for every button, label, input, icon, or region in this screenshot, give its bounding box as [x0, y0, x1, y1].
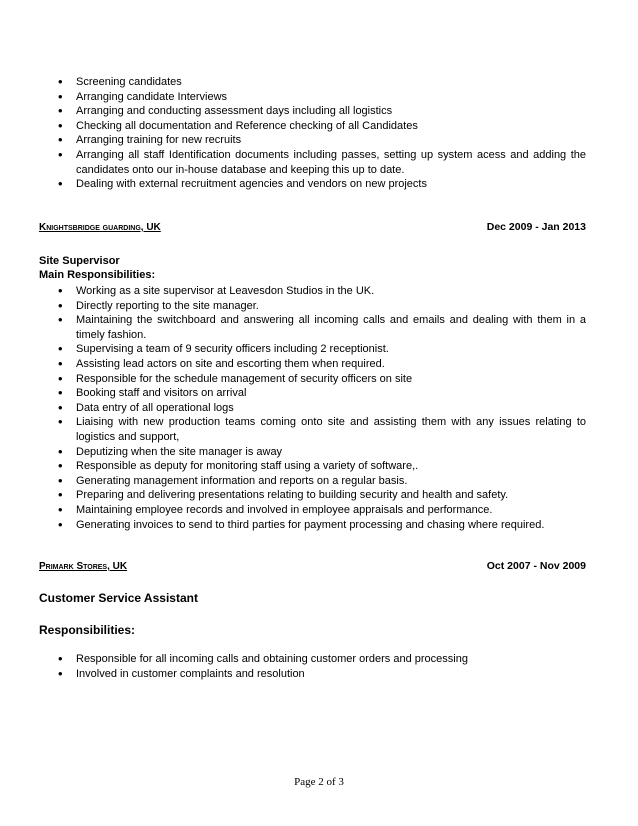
employment-dates: Dec 2009 - Jan 2013 [486, 221, 586, 233]
list-item: • Liaising with new production teams coming onto site and assisting them with any issues relating to logistics and support, [58, 415, 586, 444]
job-title: Customer Service Assistant [39, 591, 198, 605]
list-item: • Booking staff and visitors on arrival [58, 386, 586, 401]
list-item: • Involved in customer complaints and resolution [58, 667, 586, 682]
list-item: • Arranging candidate Interviews [58, 90, 586, 105]
list-item: • Maintaining the switchboard and answering all incoming calls and emails and dealing with them in a timely fashion. [58, 313, 586, 342]
list-item: • Arranging training for new recruits [58, 133, 586, 148]
list-item: • Generating management information and reports on a regular basis. [58, 474, 586, 489]
list-item: • Responsible for the schedule management of security officers on site [58, 372, 586, 387]
section-subheading: Main Responsibilities: [39, 269, 156, 281]
list-item: • Screening candidates [58, 75, 586, 90]
list-item: • Arranging and conducting assessment days including all logistics [58, 104, 586, 119]
top-bullet-list [58, 75, 586, 192]
job2-responsibility-list [58, 652, 586, 681]
list-item: • Assisting lead actors on site and escorting them when required. [58, 357, 586, 372]
job1-responsibility-list [58, 284, 586, 532]
list-item: • Maintaining employee records and involved in employee appraisals and performance. [58, 503, 586, 518]
employment-dates: Oct 2007 - Nov 2009 [486, 560, 586, 572]
company-name-primark: Primark Stores, UK [39, 561, 128, 572]
list-item: • Responsible as deputy for monitoring staff using a variety of software,. [58, 459, 586, 474]
list-item: • Dealing with external recruitment agencies and vendors on new projects [58, 177, 586, 192]
list-item: • Preparing and delivering presentations relating to building security and health and safety. [58, 488, 586, 503]
list-item: • Arranging all staff Identification documents including passes, setting up system acess and adding the candidates onto our in-house database and keeping this up to date. [58, 148, 586, 177]
page-number: Page 2 of 3 [294, 776, 344, 788]
list-item: • Responsible for all incoming calls and obtaining customer orders and processing [58, 652, 586, 667]
list-item: • Supervising a team of 9 security officers including 2 receptionist. [58, 342, 586, 357]
list-item: • Working as a site supervisor at Leavesdon Studios in the UK. [58, 284, 586, 299]
section-subheading: Responsibilities: [39, 623, 136, 637]
company-name-knightsbridge: Knightsbridge guarding, UK [39, 222, 161, 233]
job-title: Site Supervisor [39, 255, 120, 267]
list-item: • Data entry of all operational logs [58, 401, 586, 416]
list-item: • Directly reporting to the site manager. [58, 299, 586, 314]
list-item: • Generating invoices to send to third parties for payment processing and chasing where required. [58, 518, 586, 533]
list-item: • Checking all documentation and Reference checking of all Candidates [58, 119, 586, 134]
list-item: • Deputizing when the site manager is away [58, 445, 586, 460]
